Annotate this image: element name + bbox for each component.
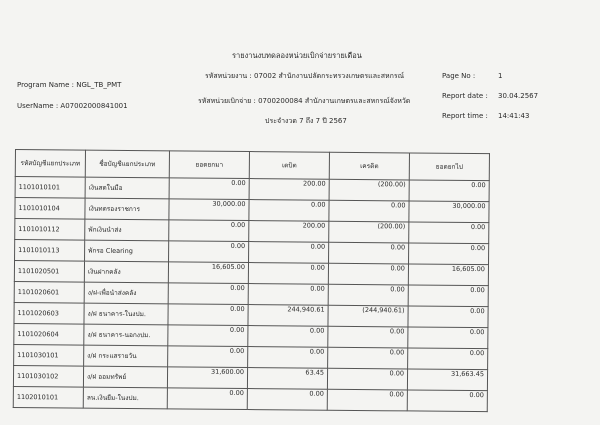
carried-forward-cell: 16,605.00 <box>408 264 488 286</box>
report-time-label: Report time : <box>442 112 488 120</box>
brought-forward-cell: 0.00 <box>169 241 249 263</box>
report-date-value: 30.04.2567 <box>498 92 539 100</box>
account-name-cell: ง/ฝ ออมทรัพย์ <box>83 366 167 388</box>
account-name-cell: พักเงินนำส่ง <box>85 219 169 241</box>
account-name-cell: ง/ฝ กระแสรายวัน <box>84 345 168 367</box>
debit-cell: 0.00 <box>249 242 329 264</box>
account-name-cell: ลน.เงินยืม-ในงปม. <box>83 387 167 409</box>
account-name-cell: ง/ฝ ธนาคาร-นอกงปม. <box>84 324 168 346</box>
header-carried-forward: ยอดยกไป <box>409 153 489 181</box>
report-period: ประจำงวด 7 ถึง 7 ปี 2567 <box>265 117 347 125</box>
header-credit: เครดิต <box>329 152 409 180</box>
brought-forward-cell: 0.00 <box>169 220 249 242</box>
account-code-cell: 1101010112 <box>15 219 85 241</box>
trial-balance-table <box>13 149 490 412</box>
report-title: รายงานงบทดลองหน่วยเบิกจ่ายรายเดือน <box>232 51 362 60</box>
credit-cell: 0.00 <box>328 347 408 369</box>
credit-cell: 0.00 <box>327 389 407 411</box>
account-name-cell: ง/ฝ ธนาคาร-ในงปม. <box>84 303 168 325</box>
brought-forward-cell: 30,000.00 <box>169 199 249 221</box>
account-code-cell: 1101030101 <box>14 344 84 366</box>
brought-forward-cell: 0.00 <box>167 388 247 410</box>
header-row <box>15 150 489 181</box>
report-date-label: Report date : <box>442 92 488 100</box>
credit-cell: 0.00 <box>327 368 407 390</box>
account-code-cell: 1101020501 <box>14 261 84 283</box>
carried-forward-cell: 30,000.00 <box>409 201 489 223</box>
debit-cell: 244,940.61 <box>248 305 328 327</box>
account-name-cell: เงินสดในมือ <box>85 177 169 199</box>
account-name-cell: ง/ฝ-เพื่อนำส่งคลัง <box>84 282 168 304</box>
page-number-label: Page No : <box>442 72 476 80</box>
brought-forward-cell: 0.00 <box>168 325 248 347</box>
account-code-cell: 1101020603 <box>14 302 84 324</box>
carried-forward-cell: 0.00 <box>409 243 489 265</box>
carried-forward-cell: 0.00 <box>408 348 488 370</box>
carried-forward-cell: 0.00 <box>408 306 488 328</box>
brought-forward-cell: 0.00 <box>168 283 248 305</box>
account-code-cell: 1101020604 <box>14 323 84 345</box>
agency-code: รหัสหน่วยงาน : 07002 สำนักงานปลัดกระทรวงเกษตรและสหกรณ์ <box>205 72 405 80</box>
credit-cell: 0.00 <box>329 242 409 264</box>
account-name-cell: เงินทดรองราชการ <box>85 198 169 220</box>
carried-forward-cell: 0.00 <box>408 285 488 307</box>
account-code-cell: 1101010104 <box>15 198 85 220</box>
account-code-cell: 1101010101 <box>15 177 85 199</box>
carried-forward-cell: 0.00 <box>409 180 489 202</box>
brought-forward-cell: 31,600.00 <box>167 367 247 389</box>
header-account-name: ชื่อบัญชีแยกประเภท <box>85 150 169 178</box>
carried-forward-cell: 0.00 <box>407 390 487 412</box>
debit-cell: 200.00 <box>249 221 329 243</box>
account-code-cell: 1101020601 <box>14 281 84 303</box>
brought-forward-cell: 0.00 <box>168 346 248 368</box>
debit-cell: 0.00 <box>248 326 328 348</box>
account-name-cell: พักรอ Clearing <box>85 240 169 262</box>
carried-forward-cell: 31,663.45 <box>407 369 487 391</box>
brought-forward-cell: 0.00 <box>168 304 248 326</box>
debit-cell: 0.00 <box>248 284 328 306</box>
carried-forward-cell: 0.00 <box>409 222 489 244</box>
account-code-cell: 1101030102 <box>13 365 83 387</box>
table-body <box>13 177 489 412</box>
credit-cell: (200.00) <box>329 221 409 243</box>
debit-cell: 0.00 <box>248 347 328 369</box>
account-name-cell: เงินฝากคลัง <box>84 261 168 283</box>
report-time-value: 14:41:43 <box>498 112 530 120</box>
header-debit: เดบิต <box>249 152 329 180</box>
account-code-cell: 1101010113 <box>15 240 85 262</box>
disbursement-unit-code: รหัสหน่วยเบิกจ่าย : 0700200084 สำนักงานเกษตรและสหกรณ์จังหวัด <box>198 97 411 105</box>
debit-cell: 0.00 <box>249 200 329 222</box>
account-code-cell: 1102010101 <box>13 386 83 408</box>
carried-forward-cell: 0.00 <box>408 327 488 349</box>
page-number-value: 1 <box>498 72 503 80</box>
credit-cell: 0.00 <box>328 263 408 285</box>
debit-cell: 0.00 <box>248 263 328 285</box>
header-brought-forward: ยอดยกมา <box>169 151 249 179</box>
credit-cell: (200.00) <box>329 179 409 201</box>
table-row <box>13 386 487 411</box>
debit-cell: 200.00 <box>249 179 329 201</box>
credit-cell: 0.00 <box>328 326 408 348</box>
brought-forward-cell: 16,605.00 <box>168 262 248 284</box>
credit-cell: 0.00 <box>329 200 409 222</box>
header-account-code: รหัสบัญชีแยกประเภท <box>15 150 85 178</box>
user-name: UserName : A07002000841001 <box>17 102 128 110</box>
program-name: Program Name : NGL_TB_PMT <box>17 81 122 89</box>
brought-forward-cell: 0.00 <box>169 178 249 200</box>
table-header <box>15 150 489 181</box>
credit-cell: (244,940.61) <box>328 305 408 327</box>
credit-cell: 0.00 <box>328 284 408 306</box>
debit-cell: 0.00 <box>247 389 327 411</box>
debit-cell: 63.45 <box>247 368 327 390</box>
